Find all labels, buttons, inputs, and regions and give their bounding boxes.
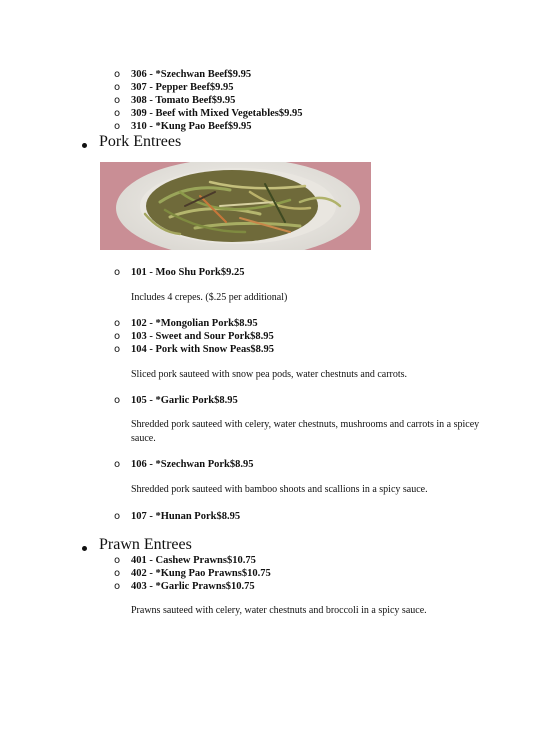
item-description-105: Shredded pork sauteed with celery, water chestnuts, mushrooms and carrots in a spicey sauce. <box>131 419 480 444</box>
menu-item-309: 309 - Beef with Mixed Vegetables$9.95 <box>131 108 303 119</box>
sub-bullet-icon: o <box>114 581 121 592</box>
menu-item-101: 101 - Moo Shu Pork$9.25 <box>131 267 245 278</box>
sub-bullet-icon: o <box>114 511 121 522</box>
item-description-403: Prawns sauteed with celery, water chestnuts and broccoli in a spicy sauce. <box>131 605 427 616</box>
menu-item-402: 402 - *Kung Pao Prawns$10.75 <box>131 568 271 579</box>
sub-bullet-icon: o <box>114 69 121 80</box>
sub-bullet-icon: o <box>114 267 121 278</box>
menu-item-106: 106 - *Szechwan Pork$8.95 <box>131 459 254 470</box>
sub-bullet-icon: o <box>114 344 121 355</box>
sub-bullet-icon: o <box>114 568 121 579</box>
section-bullet-icon <box>82 143 87 148</box>
stir-fry-dish-photo <box>100 162 371 250</box>
menu-item-307: 307 - Pepper Beef$9.95 <box>131 82 234 93</box>
menu-item-107: 107 - *Hunan Pork$8.95 <box>131 511 241 522</box>
menu-item-308: 308 - Tomato Beef$9.95 <box>131 95 236 106</box>
sub-bullet-icon: o <box>114 555 121 566</box>
menu-item-403: 403 - *Garlic Prawns$10.75 <box>131 581 255 592</box>
item-description-104: Sliced pork sauteed with snow pea pods, water chestnuts and carrots. <box>131 369 408 380</box>
menu-item-401: 401 - Cashew Prawns$10.75 <box>131 555 256 566</box>
item-description-106: Shredded pork sauteed with bamboo shoots and scallions in a spicy sauce. <box>131 484 428 495</box>
menu-item-310: 310 - *Kung Pao Beef$9.95 <box>131 121 252 132</box>
section-heading-pork: Pork Entrees <box>99 133 182 150</box>
menu-item-103: 103 - Sweet and Sour Pork$8.95 <box>131 331 274 342</box>
menu-item-306: 306 - *Szechwan Beef$9.95 <box>131 69 252 80</box>
item-description-101: Includes 4 crepes. ($.25 per additional) <box>131 292 288 303</box>
sub-bullet-icon: o <box>114 108 121 119</box>
menu-item-105: 105 - *Garlic Pork$8.95 <box>131 395 238 406</box>
sub-bullet-icon: o <box>114 318 121 329</box>
sub-bullet-icon: o <box>114 82 121 93</box>
photo-drawing <box>100 162 371 250</box>
sub-bullet-icon: o <box>114 331 121 342</box>
sub-bullet-icon: o <box>114 395 121 406</box>
menu-item-104: 104 - Pork with Snow Peas$8.95 <box>131 344 274 355</box>
section-bullet-icon <box>82 546 87 551</box>
sub-bullet-icon: o <box>114 95 121 106</box>
section-heading-prawn: Prawn Entrees <box>99 536 192 553</box>
sub-bullet-icon: o <box>114 121 121 132</box>
sub-bullet-icon: o <box>114 459 121 470</box>
menu-item-102: 102 - *Mongolian Pork$8.95 <box>131 318 258 329</box>
